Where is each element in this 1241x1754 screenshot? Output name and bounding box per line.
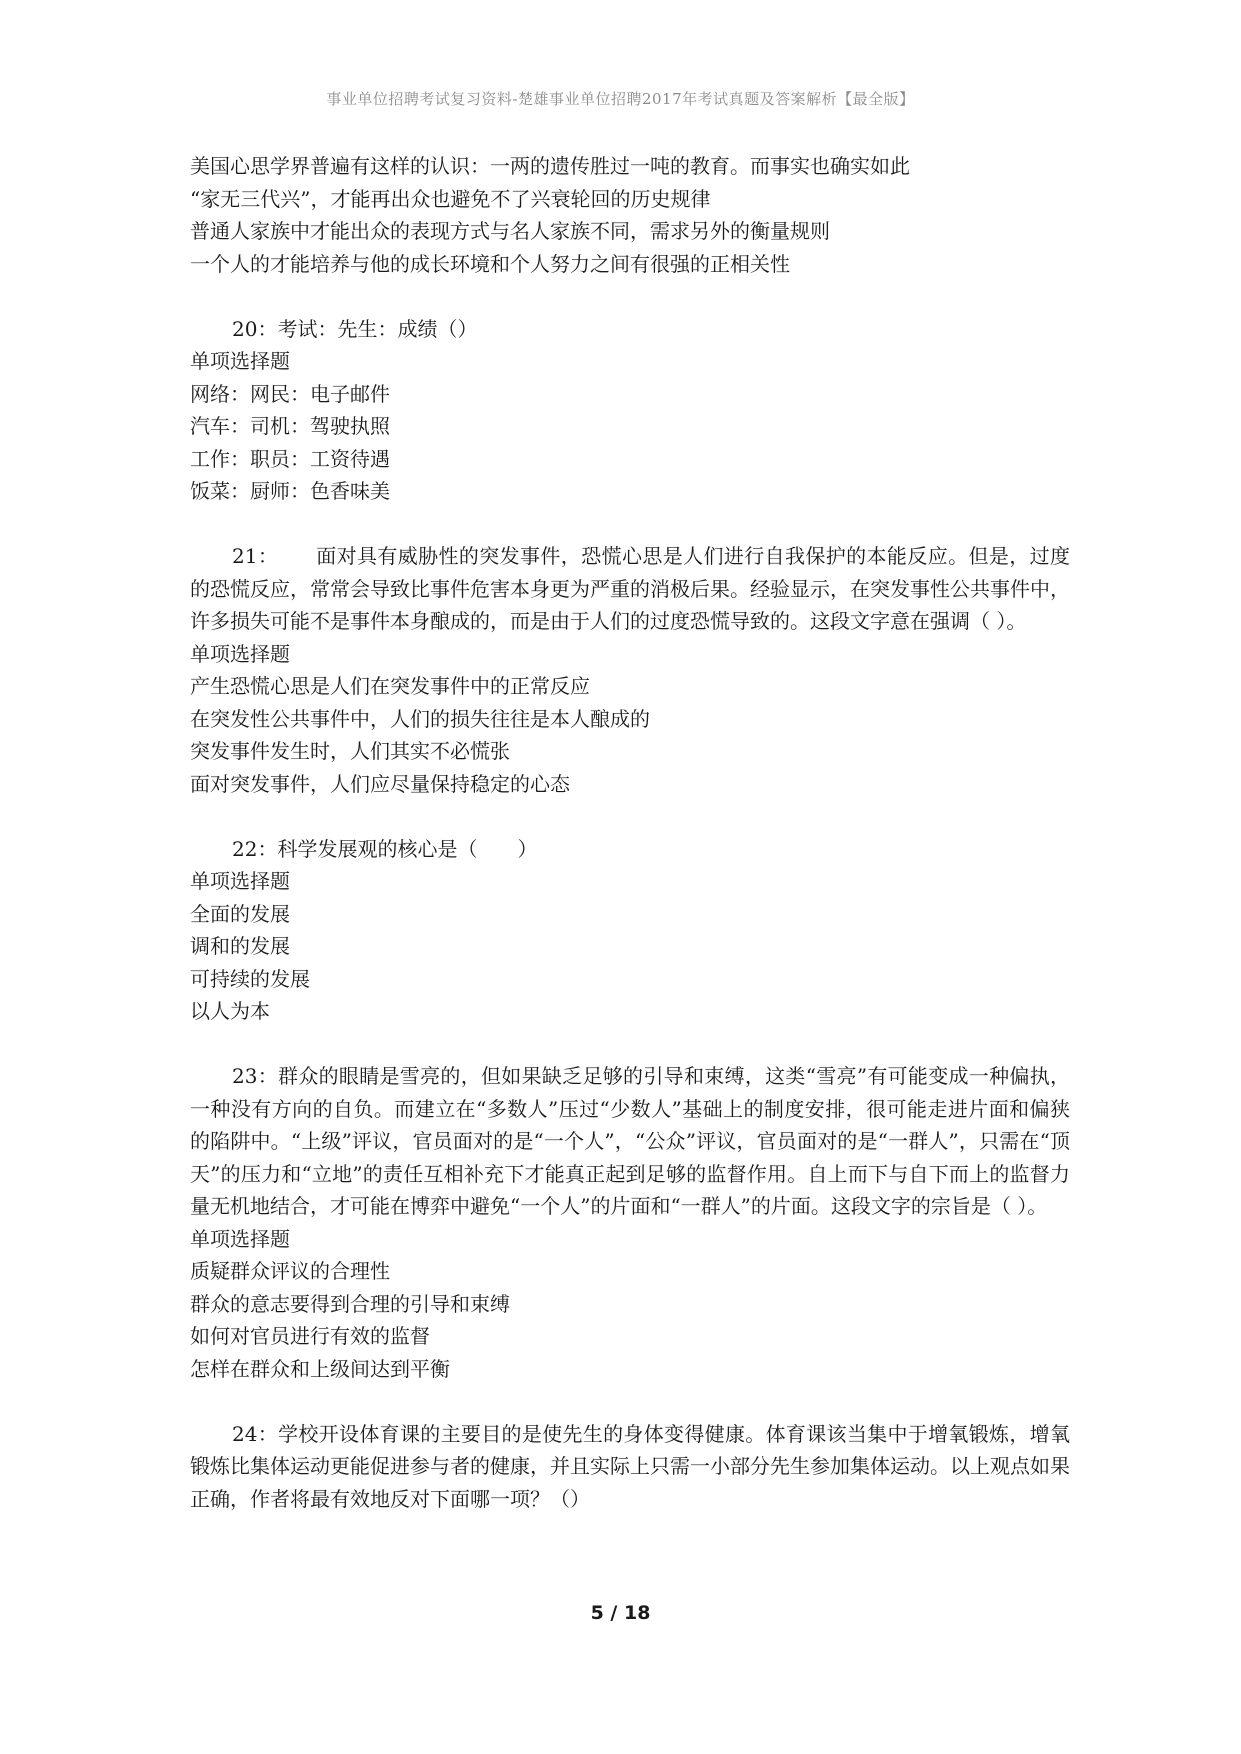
option-item: 网络：网民：电子邮件 bbox=[190, 381, 390, 406]
question-20 bbox=[190, 313, 1070, 508]
document-body bbox=[190, 150, 1070, 1515]
question-stem bbox=[190, 540, 1070, 638]
question-24 bbox=[190, 1418, 1070, 1516]
option-item: 可持续的发展 bbox=[190, 966, 310, 991]
question-stem: 22：科学发展观的核心是（ ） bbox=[232, 836, 538, 861]
option-item: 群众的意志要得到合理的引导和束缚 bbox=[190, 1291, 510, 1316]
option-item: 产生恐慌心思是人们在突发事件中的正常反应 bbox=[190, 674, 590, 698]
question-type: 单项选择题 bbox=[190, 349, 290, 373]
question-22 bbox=[190, 833, 1070, 1028]
option-item: “家无三代兴”，才能再出众也避免不了兴衰轮回的历史规律 bbox=[190, 186, 711, 211]
option-item: 如何对官员进行有效的监督 bbox=[190, 1324, 430, 1348]
option-item: 汽车：司机：驾驶执照 bbox=[190, 414, 390, 438]
option-item: 一个人的才能培养与他的成长环境和个人努力之间有很强的正相关性 bbox=[190, 251, 790, 276]
option-item: 美国心思学界普遍有这样的认识：一两的遗传胜过一吨的教育。而事实也确实如此 bbox=[190, 154, 910, 178]
question-text: 面对具有威胁性的突发事件，恐慌心思是人们进行自我保护的本能反应。但是，过度的恐慌反应，常常会导致比事件危害本身更为严重的消极后果。经验显示，在突发事性公共事件中，许多损失可能不是事件本身酿成的，而是由于人们的过度恐慌导致的。这段文字意在强调（ ）。 bbox=[190, 544, 1070, 633]
question-23 bbox=[190, 1060, 1070, 1385]
option-item: 在突发性公共事件中，人们的损失往往是本人酿成的 bbox=[190, 706, 650, 731]
question-stem: 23：群众的眼睛是雪亮的，但如果缺乏足够的引导和束缚，这类“雪亮”有可能变成一种偏执，一种没有方向的自负。而建立在“多数人”压过“少数人”基础上的制度安排，很可能走进片面和偏狭的陷阱中。“上级”评议，官员面对的是“一个人”，“公众”评议，官员面对的是“一群人”，只需在“顶天”的压力和“立地”的责任互相补充下才能真正起到足够的监督作用。自上而下与自下而上的监督力量无机地结合，才可能在博弈中避免“一个人”的片面和“一群人”的片面。这段文字的宗旨是（ ）。 bbox=[190, 1064, 1070, 1218]
option-item: 怎样在群众和上级间达到平衡 bbox=[190, 1356, 450, 1381]
option-item: 质疑群众评议的合理性 bbox=[190, 1259, 390, 1283]
option-item: 调和的发展 bbox=[190, 934, 290, 958]
option-item: 面对突发事件，人们应尽量保持稳定的心态 bbox=[190, 771, 570, 796]
option-item: 普通人家族中才能出众的表现方式与名人家族不同，需求另外的衡量规则 bbox=[190, 219, 830, 243]
question-number: 21： bbox=[232, 544, 279, 568]
page-header: 事业单位招聘考试复习资料-楚雄事业单位招聘2017年考试真题及答案解析【最全版】 bbox=[326, 90, 915, 108]
option-item: 全面的发展 bbox=[190, 901, 290, 926]
question-stem: 20：考试：先生：成绩（） bbox=[232, 316, 478, 341]
option-item: 饭菜：厨师：色香味美 bbox=[190, 479, 390, 503]
question-type: 单项选择题 bbox=[190, 1226, 290, 1251]
option-item: 突发事件发生时，人们其实不必慌张 bbox=[190, 739, 510, 763]
question-stem: 24：学校开设体育课的主要目的是使先生的身体变得健康。体育课该当集中于增氧锻炼，增氧锻炼比集体运动更能促进参与者的健康，并且实际上只需一小部分先生参加集体运动。以上观点如果正确，作者将最有效地反对下面哪一项？（） bbox=[190, 1421, 1070, 1511]
question-type: 单项选择题 bbox=[190, 641, 290, 666]
question-type: 单项选择题 bbox=[190, 869, 290, 893]
option-item: 工作：职员：工资待遇 bbox=[190, 446, 390, 471]
question-21 bbox=[190, 540, 1070, 800]
option-item: 以人为本 bbox=[190, 999, 270, 1023]
page-number: 5 / 18 bbox=[590, 1602, 651, 1624]
previous-question-options bbox=[190, 150, 1070, 280]
